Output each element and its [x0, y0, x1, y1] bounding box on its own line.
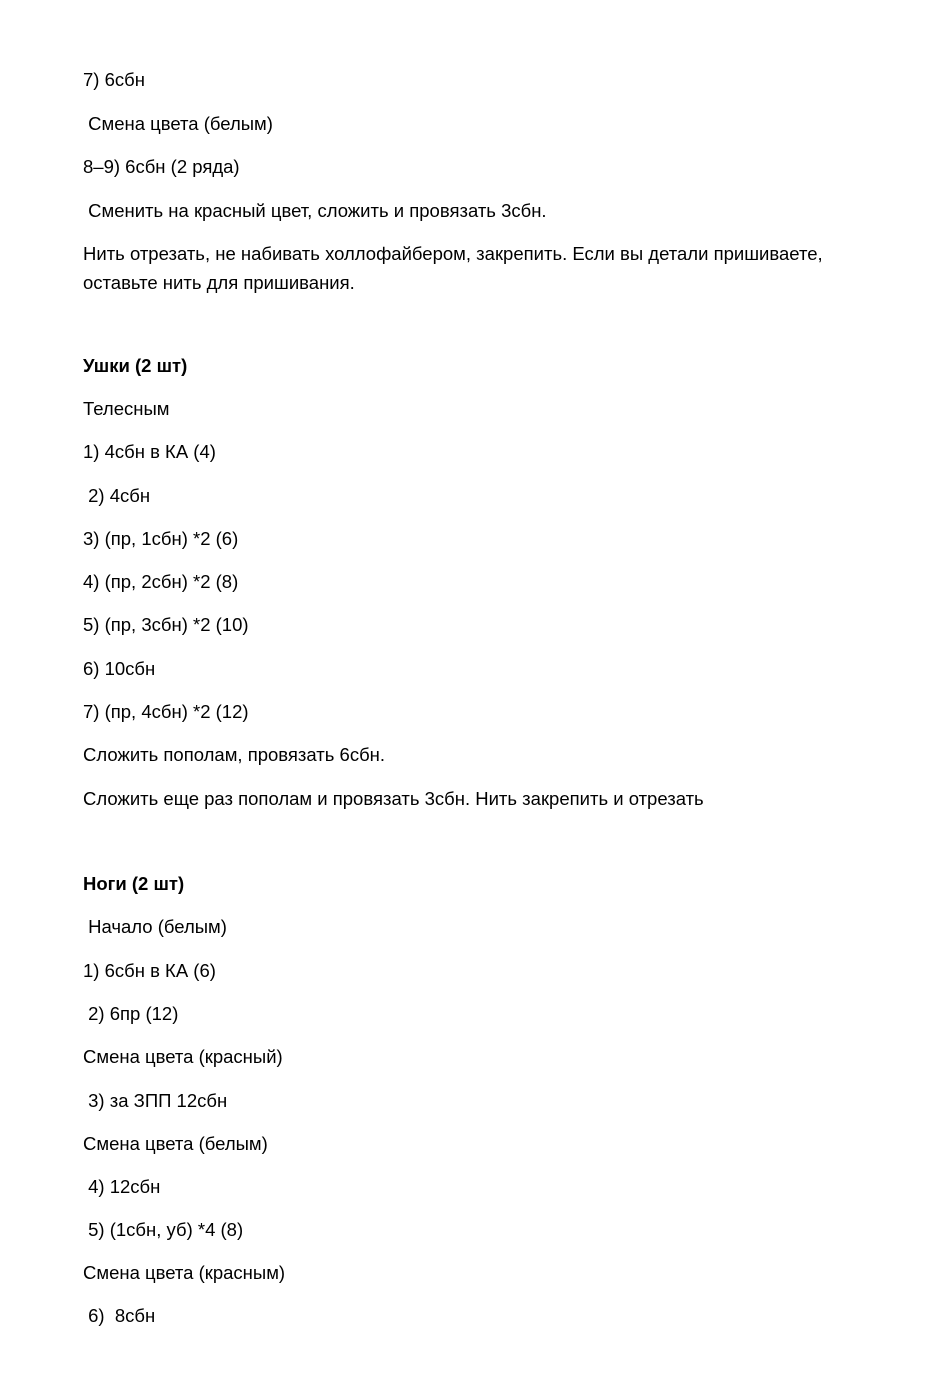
top-line-4: Сменить на красный цвет, сложить и провязать 3сбн. — [83, 200, 547, 221]
legs-line-5: 3) за ЗПП 12сбн — [83, 1090, 228, 1111]
legs-line-2: 1) 6сбн в КА (6) — [83, 960, 216, 981]
legs-line-6: Смена цвета (белым) — [83, 1133, 268, 1154]
legs-line-7: 4) 12сбн — [83, 1176, 161, 1197]
legs-line-3: 2) 6пр (12) — [83, 1003, 179, 1024]
ears-line-5: 4) (пр, 2сбн) *2 (8) — [83, 571, 239, 592]
legs-heading: Ноги (2 шт) — [83, 873, 185, 894]
legs-line-9: Смена цвета (красным) — [83, 1262, 286, 1283]
ears-line-3: 2) 4сбн — [83, 485, 151, 506]
top-paragraph: Нить отрезать, не набивать холлофайбером, закрепить. Если вы детали пришиваете, оставьте нить для пришивания. — [83, 243, 823, 293]
top-line-2: Смена цвета (белым) — [83, 113, 273, 134]
ears-line-10: Сложить еще раз пополам и провязать 3сбн. Нить закрепить и отрезать — [83, 788, 704, 809]
ears-line-8: 7) (пр, 4сбн) *2 (12) — [83, 701, 249, 722]
ears-line-4: 3) (пр, 1сбн) *2 (6) — [83, 528, 239, 549]
ears-line-6: 5) (пр, 3сбн) *2 (10) — [83, 614, 249, 635]
legs-line-1: Начало (белым) — [83, 916, 227, 937]
legs-line-8: 5) (1сбн, уб) *4 (8) — [83, 1219, 244, 1240]
ears-line-2: 1) 4сбн в КА (4) — [83, 441, 216, 462]
top-line-1: 7) 6сбн — [83, 69, 145, 90]
legs-line-4: Смена цвета (красный) — [83, 1046, 283, 1067]
ears-heading: Ушки (2 шт) — [83, 355, 188, 376]
ears-line-1: Телесным — [83, 398, 170, 419]
top-line-3: 8–9) 6сбн (2 ряда) — [83, 156, 240, 177]
legs-line-10: 6) 8сбн — [83, 1305, 156, 1326]
ears-line-9: Сложить пополам, провязать 6сбн. — [83, 744, 386, 765]
ears-line-7: 6) 10сбн — [83, 658, 156, 679]
